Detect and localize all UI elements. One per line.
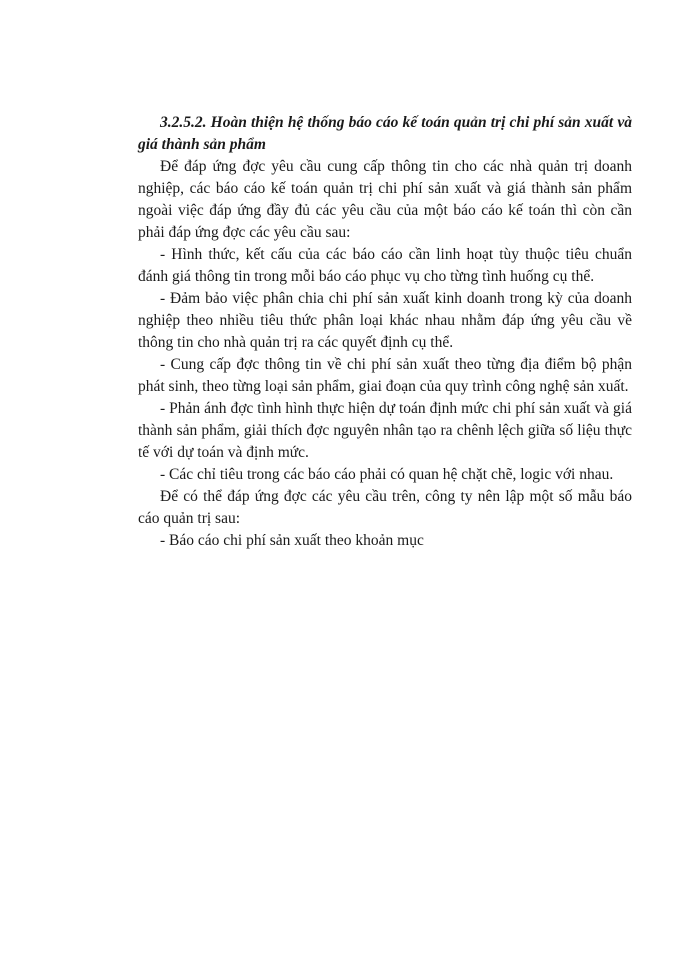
- document-body: [138, 112, 632, 552]
- paragraph-logical-relation: - Các chỉ tiêu trong các báo cáo phải có quan hệ chặt chẽ, logic với nhau.: [160, 466, 614, 483]
- paragraph-intro: Để đáp ứng đợc yêu cầu cung cấp thông tin cho các nhà quản trị doanh nghiệp, các báo cáo kế toán quản trị chi phí sản xuất và giá thành sản phẩm ngoài việc đáp ứng đầy đủ các yêu cầu của một báo cáo kế toán thì còn cần phải đáp ứng đợc các yêu cầu sau:: [138, 158, 632, 241]
- paragraph-cost-report-item: - Báo cáo chi phí sản xuất theo khoản mục: [160, 532, 424, 549]
- section-heading: 3.2.5.2. Hoàn thiện hệ thống báo cáo kế toán quản trị chi phí sản xuất và giá thành sản phẩm: [138, 114, 632, 153]
- paragraph-cost-classification: - Đảm bảo việc phân chia chi phí sản xuất kinh doanh trong kỳ của doanh nghiệp theo nhiều tiêu thức phân loại khác nhau nhằm đáp ứng yêu cầu về thông tin cho nhà quản trị ra các quyết định cụ thể.: [138, 290, 632, 351]
- paragraph-budget-variance: - Phản ánh đợc tình hình thực hiện dự toán định mức chi phí sản xuất và giá thành sản phẩm, giải thích đợc nguyên nhân tạo ra chênh lệch giữa số liệu thực tế với dự toán và định mức.: [138, 400, 632, 461]
- paragraph-report-templates: Để có thể đáp ứng đợc các yêu cầu trên, công ty nên lập một số mẫu báo cáo quản trị sau:: [138, 488, 632, 527]
- paragraph-format-requirement: - Hình thức, kết cấu của các báo cáo cần linh hoạt tùy thuộc tiêu chuẩn đánh giá thông tin trong mỗi báo cáo phục vụ cho từng tình huống cụ thể.: [138, 246, 632, 285]
- paragraph-cost-by-location: - Cung cấp đợc thông tin về chi phí sản xuất theo từng địa điểm bộ phận phát sinh, theo từng loại sản phẩm, giai đoạn của quy trình công nghệ sản xuất.: [138, 356, 632, 395]
